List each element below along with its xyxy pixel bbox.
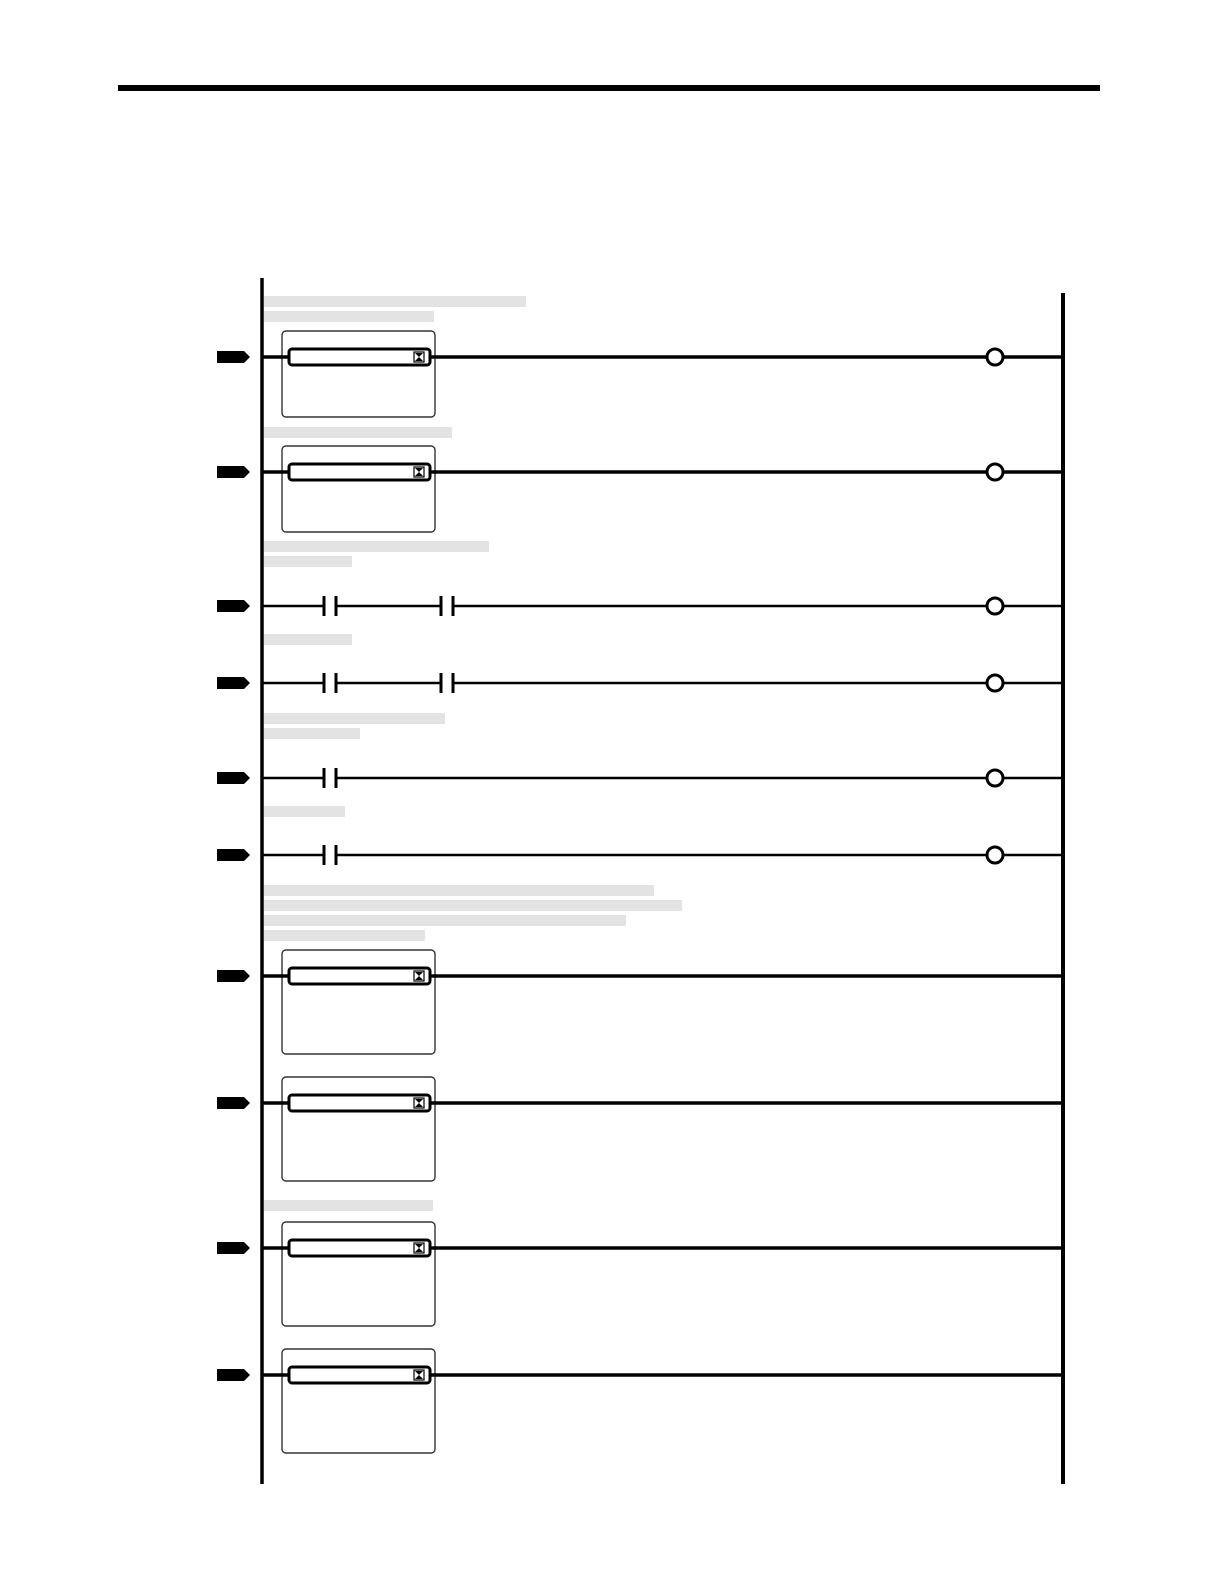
- timer-instruction-bar[interactable]: [289, 349, 430, 365]
- rung: [217, 541, 1063, 616]
- rung-marker-arrow: [217, 1242, 250, 1254]
- normally-open-contact[interactable]: [324, 596, 336, 616]
- rung-marker-arrow: [217, 970, 250, 982]
- hourglass-icon: [414, 1243, 424, 1253]
- rung-comment-placeholder: [264, 634, 352, 645]
- timer-instruction-bar[interactable]: [289, 1367, 430, 1383]
- rung: [217, 1349, 1063, 1453]
- function-block-frame[interactable]: [282, 1222, 435, 1326]
- rung-comment-placeholder: [264, 556, 352, 567]
- timer-instruction-bar[interactable]: [289, 1095, 430, 1111]
- rung-marker-arrow: [217, 1097, 250, 1109]
- function-block-frame[interactable]: [282, 1077, 435, 1181]
- output-coil[interactable]: [987, 847, 1003, 863]
- rungs-layer: [217, 296, 1063, 1453]
- hourglass-icon: [414, 352, 424, 362]
- output-coil[interactable]: [987, 464, 1003, 480]
- normally-open-contact[interactable]: [441, 673, 453, 693]
- timer-instruction-bar[interactable]: [289, 968, 430, 984]
- rung: [217, 713, 1063, 788]
- timer-instruction-bar[interactable]: [289, 464, 430, 480]
- hourglass-icon: [414, 467, 424, 477]
- rung: [217, 634, 1063, 693]
- hourglass-icon: [414, 971, 424, 981]
- rung: [217, 296, 1063, 417]
- output-coil[interactable]: [987, 770, 1003, 786]
- rung-comment-placeholder: [264, 806, 345, 817]
- rung: [217, 806, 1063, 865]
- rung: [217, 1200, 1063, 1326]
- function-block-frame[interactable]: [282, 1349, 435, 1453]
- rung-comment-placeholder: [264, 296, 526, 307]
- rung-comment-placeholder: [264, 728, 360, 739]
- normally-open-contact[interactable]: [324, 768, 336, 788]
- output-coil[interactable]: [987, 349, 1003, 365]
- function-block-frame[interactable]: [282, 331, 435, 417]
- normally-open-contact[interactable]: [441, 596, 453, 616]
- output-coil[interactable]: [987, 675, 1003, 691]
- rung-comment-placeholder: [264, 1200, 433, 1211]
- timer-instruction-bar[interactable]: [289, 1240, 430, 1256]
- function-block-frame[interactable]: [282, 446, 435, 532]
- header-rule: [118, 85, 1100, 91]
- hourglass-icon: [414, 1370, 424, 1380]
- rung-comment-placeholder: [264, 930, 425, 941]
- normally-open-contact[interactable]: [324, 673, 336, 693]
- output-coil[interactable]: [987, 598, 1003, 614]
- rung-comment-placeholder: [264, 541, 489, 552]
- rung-marker-arrow: [217, 1369, 250, 1381]
- rung-comment-placeholder: [264, 885, 654, 896]
- rung-comment-placeholder: [264, 915, 626, 926]
- rung-comment-placeholder: [264, 900, 682, 911]
- rung-comment-placeholder: [264, 311, 434, 322]
- rung: [217, 885, 1063, 1054]
- rung-comment-placeholder: [264, 713, 445, 724]
- rung: [217, 427, 1063, 532]
- rung-marker-arrow: [217, 351, 250, 363]
- rung-marker-arrow: [217, 772, 250, 784]
- rung: [217, 1077, 1063, 1181]
- rung-marker-arrow: [217, 849, 250, 861]
- rung-marker-arrow: [217, 466, 250, 478]
- function-block-frame[interactable]: [282, 950, 435, 1054]
- rung-marker-arrow: [217, 600, 250, 612]
- rung-comment-placeholder: [264, 427, 452, 438]
- normally-open-contact[interactable]: [324, 845, 336, 865]
- rung-marker-arrow: [217, 677, 250, 689]
- hourglass-icon: [414, 1098, 424, 1108]
